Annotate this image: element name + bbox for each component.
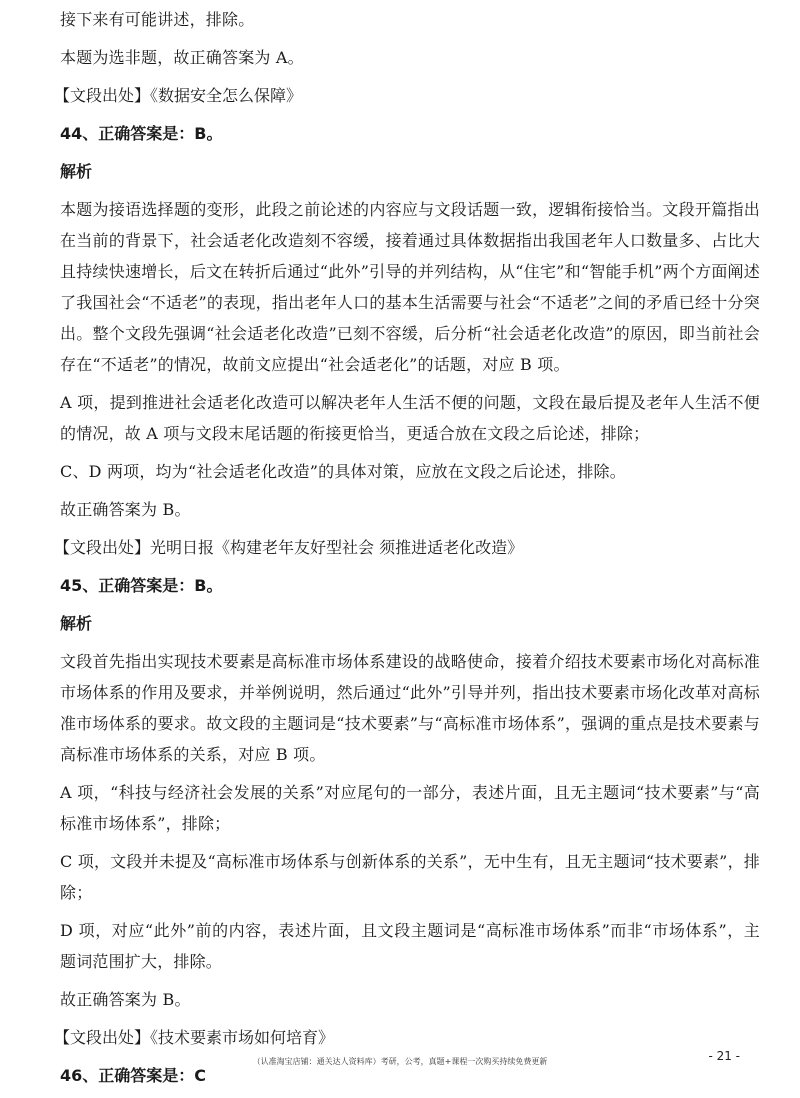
paragraph: C 项，文段并未提及“高标准市场体系与创新体系的关系”，无中生有，且无主题词“技术要素”，排除； — [60, 852, 760, 902]
paragraph: 本题为选非题，故正确答案为 A。 — [60, 48, 304, 67]
answer-explanations — [54, 4, 760, 1098]
answer-heading-44: 44、正确答案是：B。 — [60, 124, 223, 143]
source-citation: 【文段出处】《技术要素市场如何培育》 — [54, 1028, 335, 1047]
paragraph: 故正确答案为 B。 — [60, 500, 191, 519]
footer-note: （认准淘宝店铺：通关达人资料库）考研，公考，真题+课程一次购买持续免费更新 — [252, 1057, 548, 1066]
paragraph: C、D 两项，均为“社会适老化改造”的具体对策，应放在文段之后论述，排除。 — [60, 462, 626, 481]
page-number: - 21 - — [708, 1049, 740, 1063]
paragraph: 本题为接语选择题的变形，此段之前论述的内容应与文段话题一致，逻辑衔接恰当。文段开篇指出在当前的背景下，社会适老化改造刻不容缓，接着通过具体数据指出我国老年人口数量多、占比大且持续快速增长，后文在转折后通过“此外”引导的并列结构，从“住宅”和“智能手机”两个方面阐述了我国社会“不适老”的表现，指出老年人口的基本生活需要与社会“不适老”之间的矛盾已经十分突出。整个文段先强调“社会适老化改造”已刻不容缓，后分析“社会适老化改造”的原因，即当前社会存在“不适老”的情况，故前文应提出“社会适老化”的话题，对应 B 项。 — [60, 200, 760, 374]
paragraph: A 项，提到推进社会适老化改造可以解决老年人生活不便的问题，文段在最后提及老年人生活不便的情况，故 A 项与文段末尾话题的衔接更恰当，更适合放在文段之后论述，排除； — [60, 393, 760, 443]
paragraph: 文段首先指出实现技术要素是高标准市场体系建设的战略使命，接着介绍技术要素市场化对高标准市场体系的作用及要求，并举例说明，然后通过“此外”引导并列，指出技术要素市场化改革对高标准市场体系的要求。故文段的主题词是“技术要素”与“高标准市场体系”，强调的重点是技术要素与高标准市场体系的关系，对应 B 项。 — [60, 652, 760, 764]
analysis-label: 解析 — [60, 614, 93, 633]
paragraph: A 项，“科技与经济社会发展的关系”对应尾句的一部分，表述片面，且无主题词“技术要素”与“高标准市场体系”，排除； — [60, 783, 760, 833]
paragraph: D 项，对应“此外”前的内容，表述片面，且文段主题词是“高标准市场体系”而非“市场体系”，主题词范围扩大，排除。 — [60, 921, 760, 971]
answer-heading-46: 46、正确答案是：C — [60, 1066, 207, 1085]
source-citation: 【文段出处】《数据安全怎么保障》 — [54, 86, 303, 105]
source-citation: 【文段出处】光明日报《构建老年友好型社会 须推进适老化改造》 — [54, 538, 524, 557]
analysis-label: 解析 — [60, 162, 93, 181]
answer-heading-45: 45、正确答案是：B。 — [60, 576, 223, 595]
paragraph: 接下来有可能讲述，排除。 — [60, 10, 255, 29]
paragraph: 故正确答案为 B。 — [60, 990, 191, 1009]
